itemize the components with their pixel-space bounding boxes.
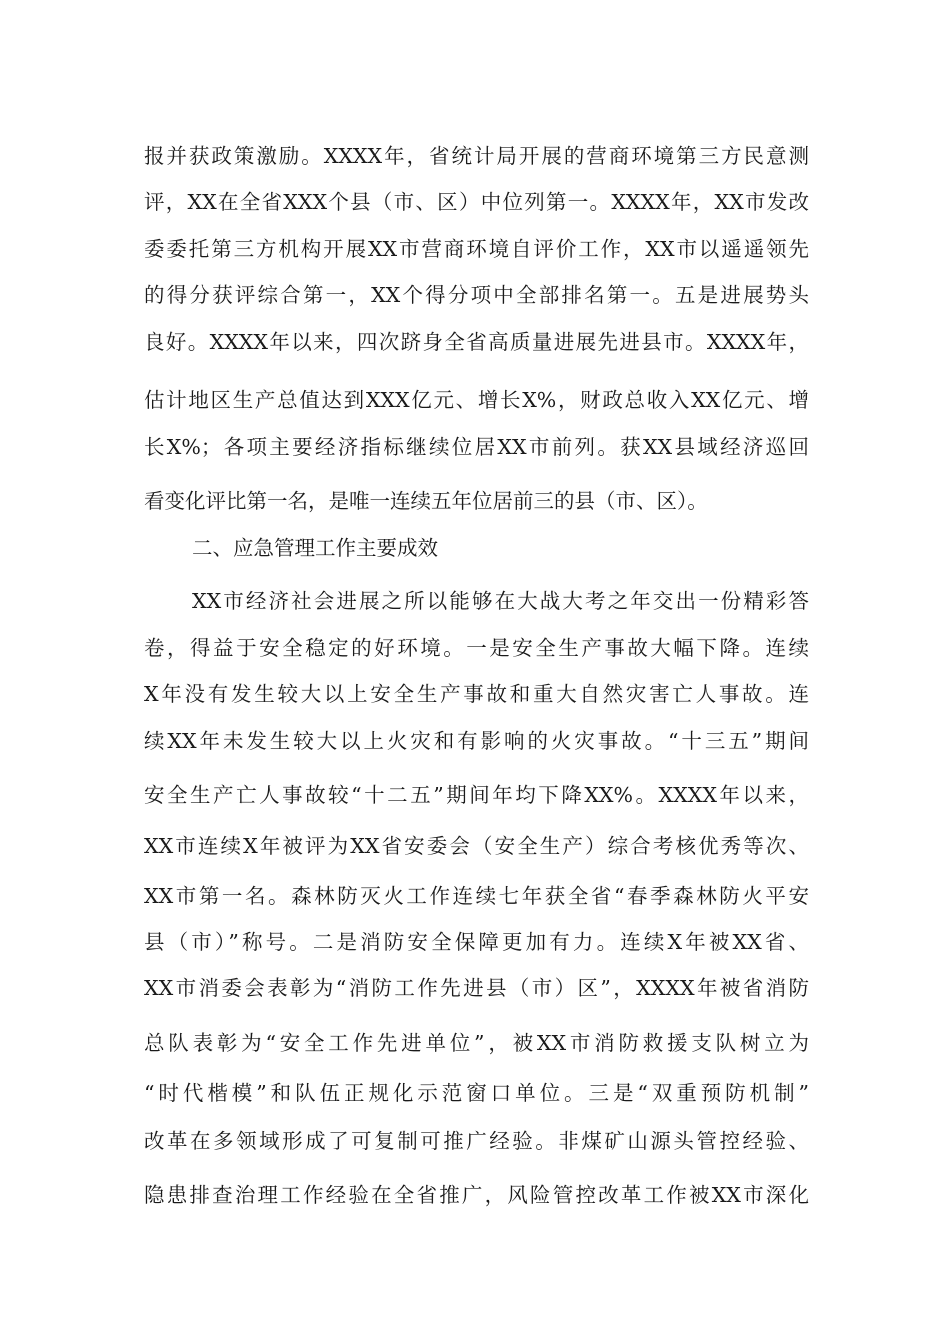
text-line: 委委托第三方机构开展XX市营商环境自评价工作，XX市以遥遥领先 — [144, 237, 809, 261]
section-heading: 二、应急管理工作主要成效 — [192, 536, 438, 560]
text-line: XX市经济社会进展之所以能够在大战大考之年交出一份精彩答 — [192, 589, 809, 613]
text-line: 续XX年未发生较大以上火灾和有影响的火灾事故。“十三五”期间 — [144, 729, 809, 753]
text-line: 的得分获评综合第一，XX个得分项中全部排名第一。五是进展势头 — [144, 283, 809, 307]
text-line: 长X%；各项主要经济指标继续位居XX市前列。获XX县域经济巡回 — [144, 435, 809, 459]
text-line: 县（市）”称号。二是消防安全保障更加有力。连续X年被XX省、 — [144, 930, 809, 954]
text-line: 报并获政策激励。XXXX年，省统计局开展的营商环境第三方民意测 — [144, 144, 809, 168]
text-line: 隐患排查治理工作经验在全省推广，风险管控改革工作被XX市深化 — [144, 1183, 809, 1207]
text-line: XX市消委会表彰为“消防工作先进县（市）区”，XXXX年被省消防 — [144, 976, 809, 1000]
text-line: 改革在多领域形成了可复制可推广经验。非煤矿山源头管控经验、 — [144, 1129, 809, 1153]
text-line: 看变化评比第一名，是唯一连续五年位居前三的县（市、区）。 — [144, 489, 708, 513]
text-line: 总队表彰为“安全工作先进单位”，被XX市消防救援支队树立为 — [144, 1031, 809, 1055]
text-line: 卷，得益于安全稳定的好环境。一是安全生产事故大幅下降。连续 — [144, 636, 809, 660]
text-line: 估计地区生产总值达到XXX亿元、增长X%，财政总收入XX亿元、增 — [144, 388, 809, 412]
text-line: 安全生产亡人事故较“十二五”期间年均下降XX%。XXXX年以来， — [144, 783, 809, 807]
text-line: 良好。XXXX年以来，四次跻身全省高质量进展先进县市。XXXX年， — [144, 330, 809, 354]
text-line: “时代楷模”和队伍正规化示范窗口单位。三是“双重预防机制” — [144, 1081, 809, 1105]
text-line: XX市第一名。森林防灭火工作连续七年获全省“春季森林防火平安 — [144, 884, 809, 908]
text-line: XX市连续X年被评为XX省安委会（安全生产）综合考核优秀等次、 — [144, 834, 809, 858]
text-line: X年没有发生较大以上安全生产事故和重大自然灾害亡人事故。连 — [144, 682, 809, 706]
text-line: 评，XX在全省XXX个县（市、区）中位列第一。XXXX年，XX市发改 — [144, 190, 809, 214]
